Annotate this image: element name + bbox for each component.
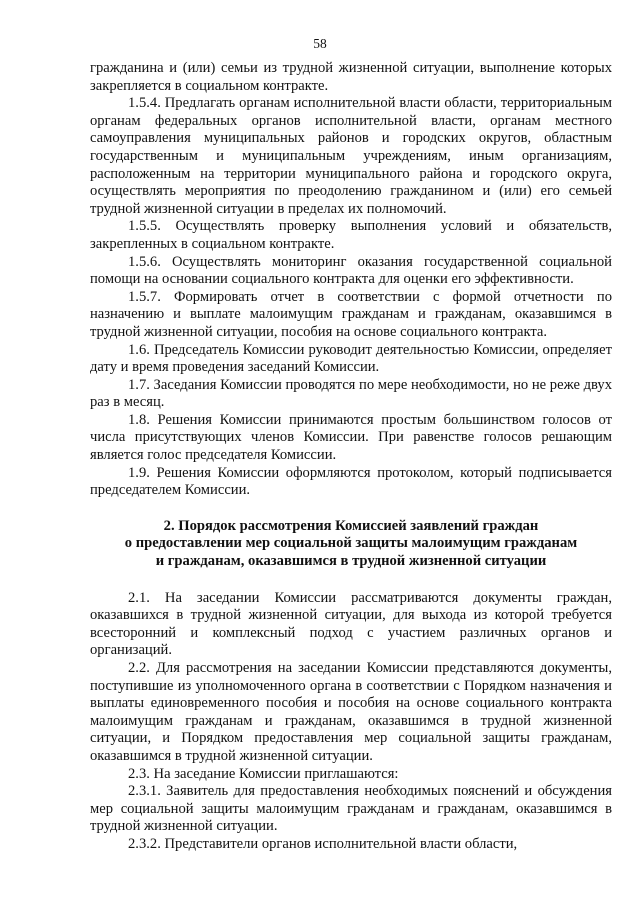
- section-heading: [90, 518, 612, 571]
- paragraph: 2.3. На заседание Комиссии приглашаются:: [128, 765, 399, 782]
- paragraph: 2.3.2. Представители органов исполнительной власти области,: [128, 835, 518, 852]
- paragraph: гражданина и (или) семьи из трудной жизненной ситуации, выполнение которых закрепляется в социальном контракте.: [90, 60, 612, 94]
- paragraph: 1.6. Председатель Комиссии руководит деятельностью Комиссии, определяет дату и время проведения заседаний Комиссии.: [90, 341, 612, 376]
- document-body: [90, 60, 612, 854]
- section-heading-line: о предоставлении мер социальной защиты малоимущим гражданам: [124, 535, 578, 552]
- paragraph: 1.5.6. Осуществлять мониторинг оказания государственной социальной помощи на основании социального контракта для оценки его эффективности.: [90, 253, 612, 288]
- paragraph: 1.5.7. Формировать отчет в соответствии с формой отчетности по назначению и выплате малоимущим гражданам и гражданам, оказавшимся в трудной жизненной ситуации, пособия на основе социального контракта.: [90, 288, 612, 340]
- paragraph: 1.9. Решения Комиссии оформляются протоколом, который подписывается председателем Комиссии.: [90, 464, 612, 499]
- section-heading-line: и гражданам, оказавшимся в трудной жизненной ситуации: [155, 553, 547, 570]
- paragraph: 2.3.1. Заявитель для предоставления необходимых пояснений и обсуждения мер социальной защиты малоимущим гражданам и гражданам, оказавшимся в трудной жизненной ситуации.: [90, 783, 612, 835]
- section-heading-line: 2. Порядок рассмотрения Комиссией заявлений граждан: [163, 517, 539, 534]
- paragraph: 1.5.5. Осуществлять проверку выполнения условий и обязательств, закрепленных в социальном контракте.: [90, 218, 612, 252]
- paragraph: 1.5.4. Предлагать органам исполнительной власти области, территориальным органам федеральных органов исполнительной власти, органам местного самоуправления муниципальных районов и городских округов, областным государственным и муниципальным учреждениям, иным организациям, расположенным на территории муниципального района и городского округа, осуществлять мероприятия по преодолению гражданином и (или) его семьей трудной жизненной ситуации в пределах их полномочий.: [90, 95, 612, 217]
- paragraph: 1.8. Решения Комиссии принимаются простым большинством голосов от числа присутствующих членов Комиссии. При равенстве голосов решающим является голос председателя Комиссии.: [90, 411, 612, 464]
- paragraph: 1.7. Заседания Комиссии проводятся по мере необходимости, но не реже двух раз в месяц.: [90, 376, 612, 411]
- paragraph: 2.1. На заседании Комиссии рассматриваются документы граждан, оказавшихся в трудной жизненной ситуации, для выхода из которой требуется всесторонний и комплексный подход с участием различных органов и организаций.: [90, 589, 612, 659]
- page-number: 58: [313, 36, 327, 51]
- paragraph: 2.2. Для рассмотрения на заседании Комиссии представляются документы, поступившие из уполномоченного органа в соответствии с Порядком назначения и выплаты единовременного пособия и пособия на основе социального контракта малоимущим гражданам и гражданам, оказавшимся в трудной жизненной ситуации, и Порядком предоставления мер социальной защиты гражданам, оказавшимся в трудной жизненной ситуации.: [90, 660, 612, 764]
